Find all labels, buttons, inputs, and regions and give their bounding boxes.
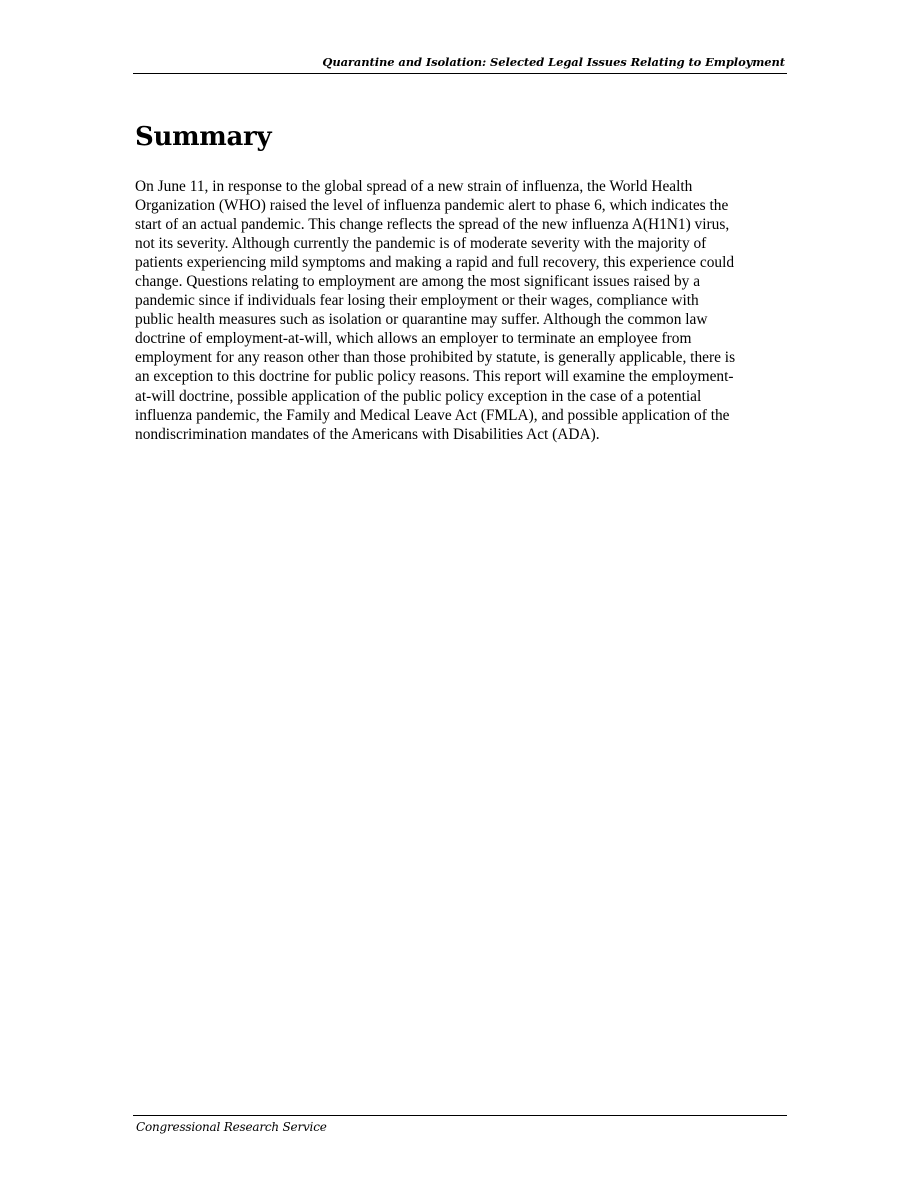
paragraph-line: influenza pandemic, the Family and Medical Leave Act (FMLA), and possible application of the	[135, 406, 730, 424]
page-footer	[133, 1115, 787, 1134]
paragraph-line: pandemic since if individuals fear losing their employment or their wages, compliance with	[135, 292, 699, 310]
paragraph-line: start of an actual pandemic. This change reflects the spread of the new influenza A(H1N1) virus,	[135, 216, 730, 234]
paragraph-line: at-will doctrine, possible application of the public policy exception in the case of a potential	[135, 387, 702, 405]
paragraph-line: employment for any reason other than those prohibited by statute, is generally applicable, there is	[135, 349, 736, 367]
section-heading: Summary	[135, 122, 272, 152]
paragraph-line: change. Questions relating to employment are among the most significant issues raised by a	[135, 273, 701, 291]
page-header	[133, 54, 787, 74]
paragraph-line: public health measures such as isolation or quarantine may suffer. Although the common law	[135, 311, 708, 329]
paragraph-line: patients experiencing mild symptoms and making a rapid and full recovery, this experience could	[135, 254, 735, 272]
summary-paragraph	[135, 177, 787, 444]
paragraph-line: nondiscrimination mandates of the Americans with Disabilities Act (ADA).	[135, 425, 600, 443]
paragraph-line: Organization (WHO) raised the level of influenza pandemic alert to phase 6, which indicates the	[135, 197, 729, 215]
running-title: Quarantine and Isolation: Selected Legal Issues Relating to Employment	[322, 55, 785, 69]
paragraph-line: an exception to this doctrine for public policy reasons. This report will examine the employment-	[135, 368, 734, 386]
paragraph-line: doctrine of employment-at-will, which allows an employer to terminate an employee from	[135, 330, 692, 348]
paragraph-line: not its severity. Although currently the pandemic is of moderate severity with the majority of	[135, 235, 707, 253]
footer-source: Congressional Research Service	[136, 1120, 327, 1134]
paragraph-line: On June 11, in response to the global spread of a new strain of influenza, the World Health	[135, 178, 693, 195]
